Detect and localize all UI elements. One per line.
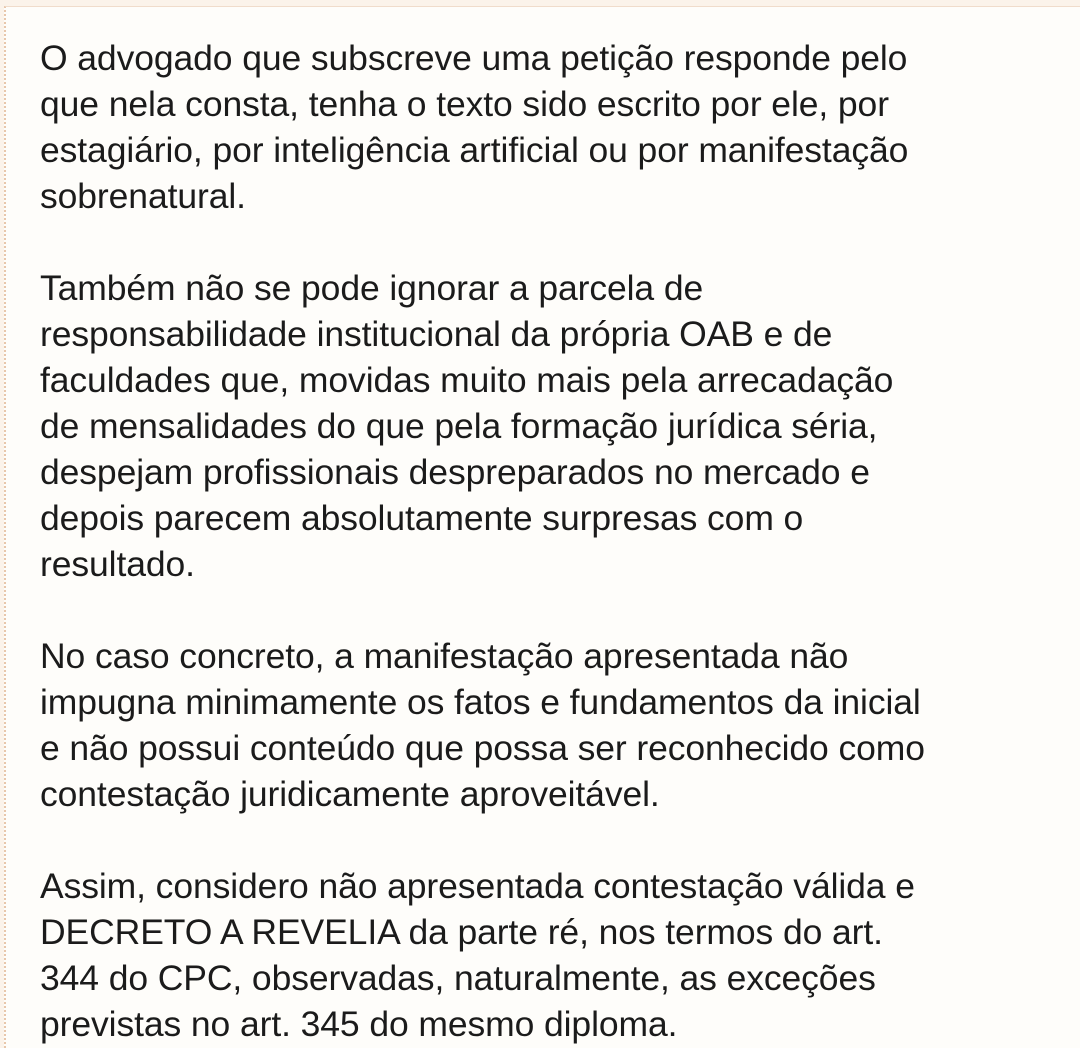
text-line: O advogado que subscreve uma petição responde pelo [40,38,908,78]
paragraph-responsabilidade-advogado [40,35,1080,219]
text-line: e não possui conteúdo que possa ser reconhecido como [40,728,925,768]
text-line: de mensalidades do que pela formação jurídica séria, [40,406,878,446]
paragraph-responsabilidade-institucional [40,265,1080,587]
document-page [4,6,1080,1048]
text-line: responsabilidade institucional da própria OAB e de [40,314,833,354]
text-line: estagiário, por inteligência artificial ou por manifestação [40,130,909,170]
text-line: Também não se pode ignorar a parcela de [40,268,704,308]
text-line: No caso concreto, a manifestação apresentada não [40,636,849,676]
text-line: DECRETO A REVELIA da parte ré, nos termos do art. [40,912,883,952]
paragraph-caso-concreto [40,633,1080,817]
text-line: contestação juridicamente aproveitável. [40,774,660,814]
text-line: despejam profissionais despreparados no mercado e [40,452,870,492]
text-line: sobrenatural. [40,176,246,216]
document-body [40,35,1080,1047]
text-line: resultado. [40,544,195,584]
text-line: que nela consta, tenha o texto sido escrito por ele, por [40,84,889,124]
text-line: previstas no art. 345 do mesmo diploma. [40,1004,678,1044]
text-line: impugna minimamente os fatos e fundamentos da inicial [40,682,921,722]
text-line: faculdades que, movidas muito mais pela arrecadação [40,360,894,400]
paragraph-decisao-revelia [40,863,1080,1047]
text-line: depois parecem absolutamente surpresas com o [40,498,804,538]
text-line: Assim, considero não apresentada contestação válida e [40,866,915,906]
text-line: 344 do CPC, observadas, naturalmente, as exceções [40,958,876,998]
